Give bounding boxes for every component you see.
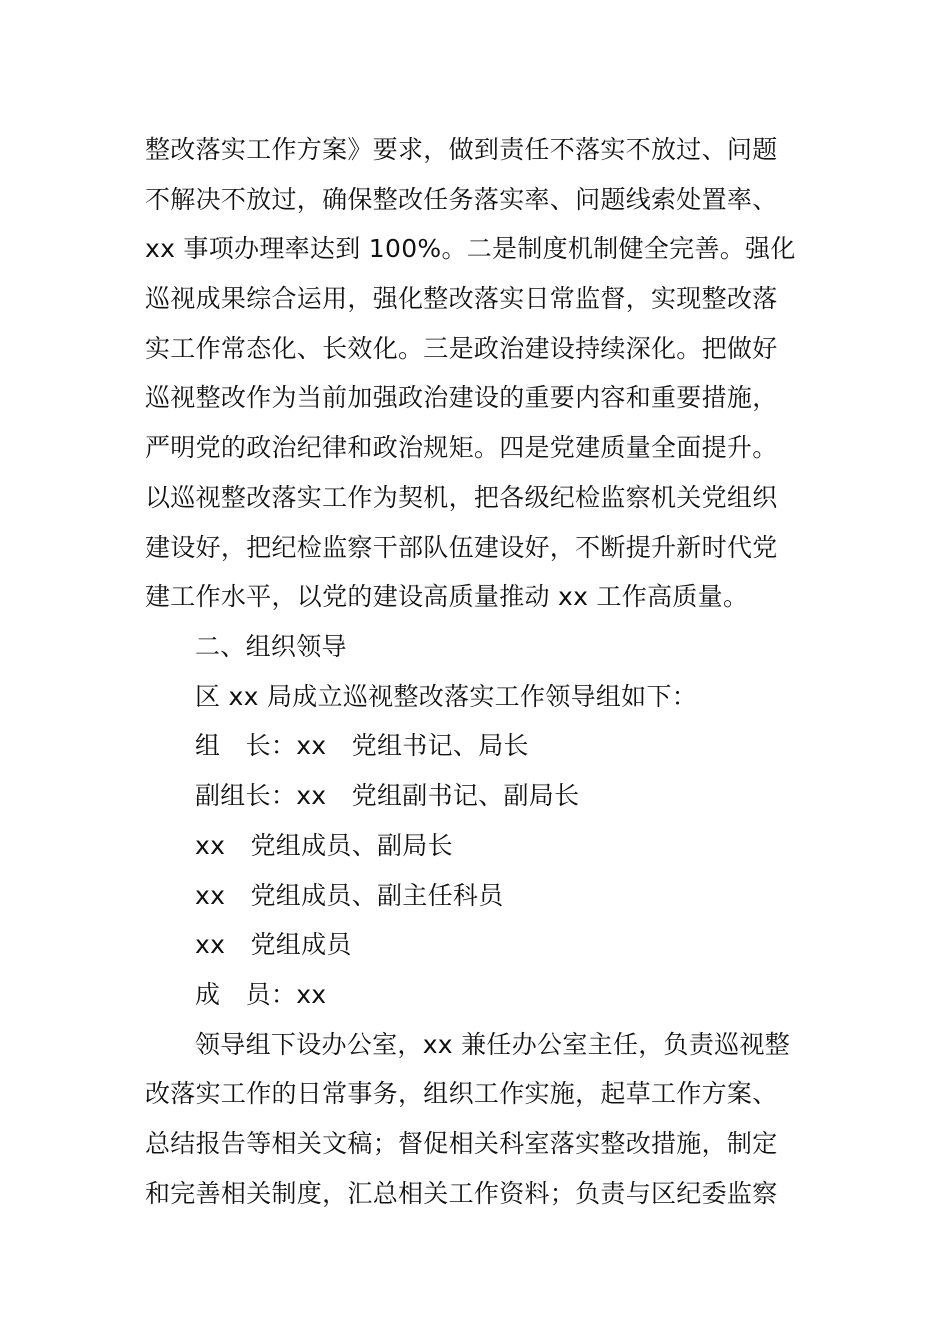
body-text-line: xx 事项办理率达到 100%。二是制度机制健全完善。强化 bbox=[145, 234, 796, 263]
body-text-line: 整改落实工作方案》要求，做到责任不落实不放过、问题 bbox=[145, 135, 778, 164]
member-line: xx 党组成员、副局长 bbox=[195, 831, 453, 860]
body-text-line: 实工作常态化、长效化。三是政治建设持续深化。把做好 bbox=[145, 334, 778, 363]
member-line: xx 党组成员、副主任科员 bbox=[195, 881, 504, 910]
body-text-line: 总结报告等相关文稿；督促相关科室落实整改措施，制定 bbox=[145, 1129, 778, 1158]
section-heading: 二、组织领导 bbox=[195, 632, 347, 661]
body-text-line: 巡视成果综合运用，强化整改落实日常监督，实现整改落 bbox=[145, 284, 778, 313]
body-text-line: 领导组下设办公室，xx 兼任办公室主任，负责巡视整 bbox=[195, 1030, 791, 1059]
body-text-line: 建设好，把纪检监察干部队伍建设好，不断提升新时代党 bbox=[145, 533, 778, 562]
member-line: xx 党组成员 bbox=[195, 930, 352, 959]
body-text-line: 和完善相关制度，汇总相关工作资料；负责与区纪委监察 bbox=[145, 1179, 778, 1208]
body-text-line: 建工作水平，以党的建设高质量推动 xx 工作高质量。 bbox=[145, 582, 749, 611]
body-text-line: 不解决不放过，确保整改任务落实率、问题线索处置率、 bbox=[145, 185, 778, 214]
body-text-line: 巡视整改作为当前加强政治建设的重要内容和重要措施， bbox=[145, 383, 778, 412]
body-text-line: 以巡视整改落实工作为契机，把各级纪检监察机关党组织 bbox=[145, 483, 778, 512]
body-text-line: 区 xx 局成立巡视整改落实工作领导组如下： bbox=[195, 682, 698, 711]
body-text-line: 改落实工作的日常事务，组织工作实施，起草工作方案、 bbox=[145, 1079, 778, 1108]
leader-line: 组 长：xx 党组书记、局长 bbox=[195, 731, 529, 760]
members-line: 成 员：xx bbox=[195, 980, 327, 1009]
body-text-line: 严明党的政治纪律和政治规矩。四是党建质量全面提升。 bbox=[145, 433, 778, 462]
deputy-leader-line: 副组长：xx 党组副书记、副局长 bbox=[195, 781, 580, 810]
